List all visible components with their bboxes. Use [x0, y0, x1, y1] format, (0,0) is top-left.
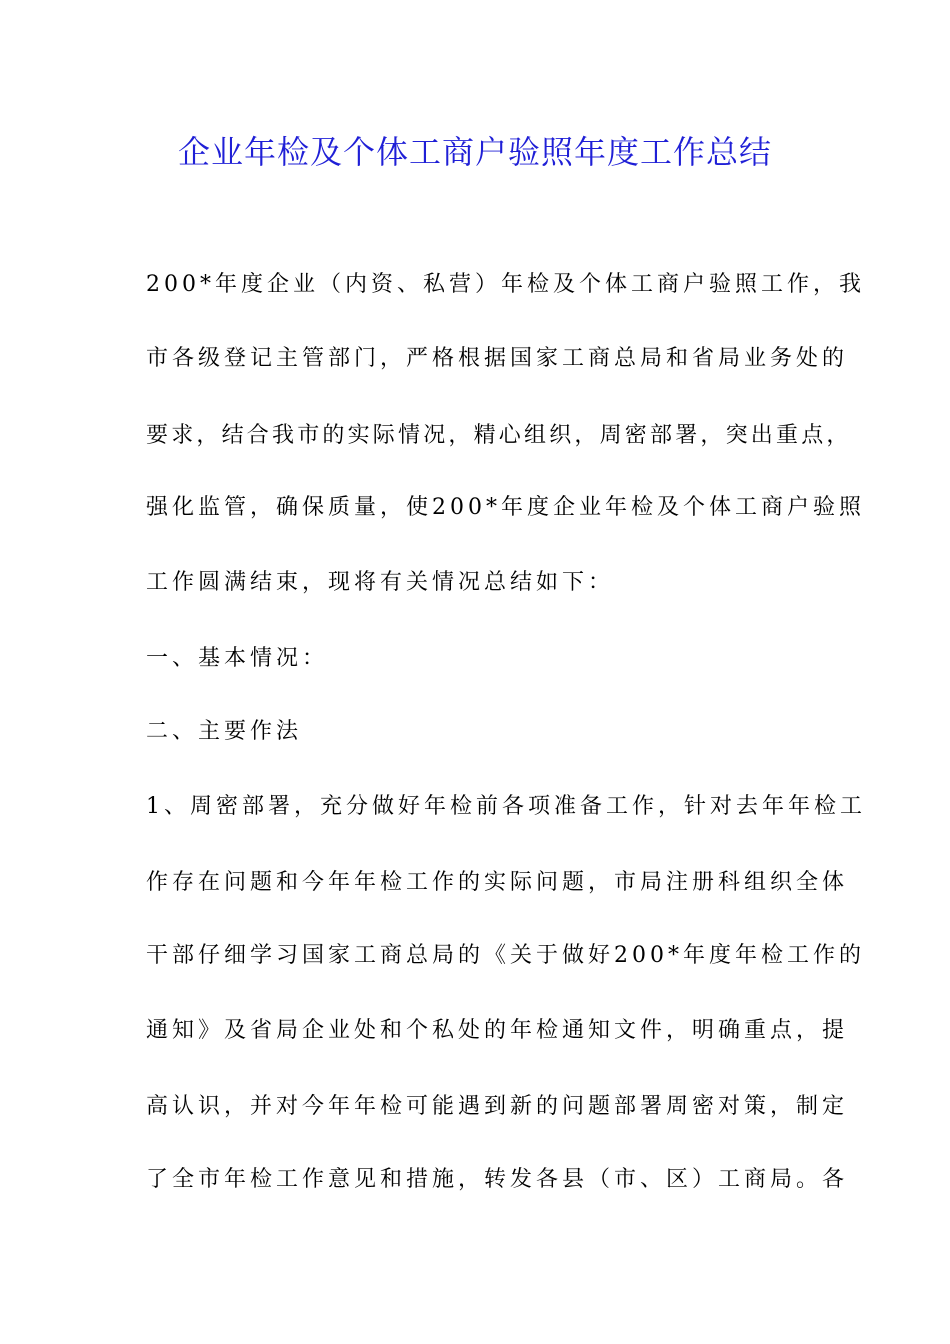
- body-line: 通知》及省局企业处和个私处的年检通知文件，明确重点，提: [146, 1018, 849, 1043]
- body-line: 200*年度企业（内资、私营）年检及个体工商户验照工作，我: [146, 272, 865, 297]
- body-line: 工作圆满结束，现将有关情况总结如下：: [146, 570, 615, 595]
- body-line: 高认识，并对今年年检可能遇到新的问题部署周密对策，制定: [146, 1094, 849, 1119]
- body-line: 要求，结合我市的实际情况，精心组织，周密部署，突出重点，: [146, 423, 852, 448]
- section-heading: 一、基本情况：: [146, 646, 329, 671]
- document-title: 企业年检及个体工商户验照年度工作总结: [177, 133, 772, 171]
- body-line: 了全市年检工作意见和措施，转发各县（市、区）工商局。各: [146, 1167, 849, 1192]
- body-line: 1、周密部署，充分做好年检前各项准备工作，针对去年年检工: [146, 794, 866, 819]
- body-line: 作存在问题和今年年检工作的实际问题，市局注册科组织全体: [146, 870, 849, 895]
- body-line: 干部仔细学习国家工商总局的《关于做好200*年度年检工作的: [146, 943, 865, 968]
- body-line: 市各级登记主管部门，严格根据国家工商总局和省局业务处的: [146, 346, 849, 371]
- section-heading: 二、主要作法: [146, 719, 303, 744]
- body-line: 强化监管，确保质量，使200*年度企业年检及个体工商户验照: [146, 495, 865, 520]
